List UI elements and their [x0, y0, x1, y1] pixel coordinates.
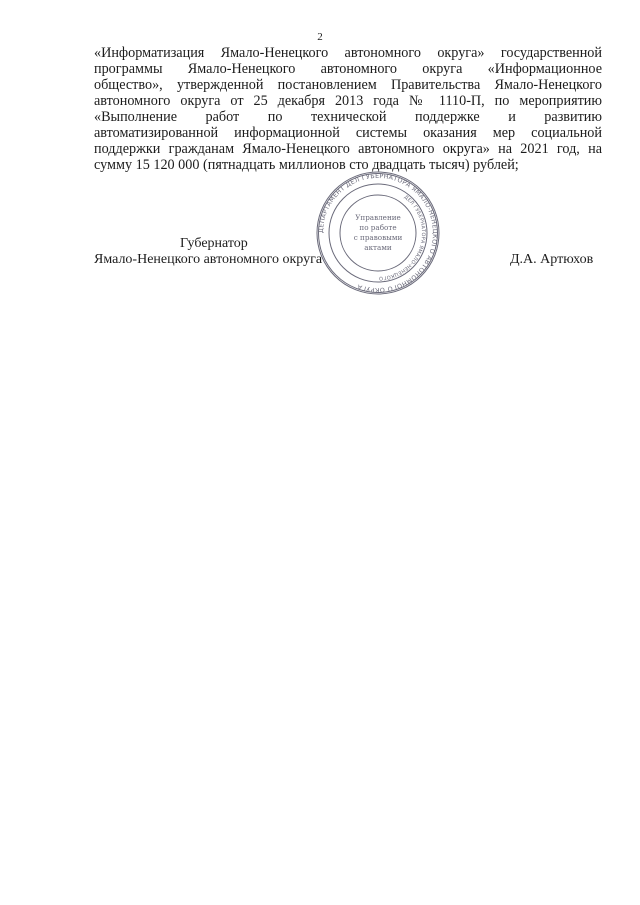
- body-line: автоматизированной информационной системы оказания мер социальной: [94, 125, 602, 141]
- body-line: программы Ямало-Ненецкого автономного округа «Информационное: [94, 61, 602, 77]
- document-body: [94, 45, 602, 173]
- body-line: автономного округа от 25 декабря 2013 года № 1110-П, по мероприятию: [94, 93, 602, 109]
- body-line: поддержки гражданам Ямало-Ненецкого автономного округа» на 2021 год, на: [94, 141, 602, 157]
- body-line: общество», утвержденной постановлением Правительства Ямало-Ненецкого: [94, 77, 602, 93]
- body-line: «Информатизация Ямало-Ненецкого автономного округа» государственной: [94, 45, 602, 61]
- stamp-center-line: Управление: [355, 213, 401, 222]
- signatory-name: Д.А. Артюхов: [510, 252, 594, 267]
- stamp-center-line: по работе: [359, 223, 397, 232]
- official-stamp: [315, 170, 441, 296]
- signatory-title: Губернатор: [180, 236, 248, 251]
- stamp-center-line: с правовыми: [353, 233, 403, 242]
- signatory-organization: Ямало-Ненецкого автономного округа: [94, 252, 323, 267]
- body-line: «Выполнение работ по технической поддержке и развитию: [94, 109, 602, 125]
- stamp-outer-text: ДЕПАРТАМЕНТ ДЕЛ ГУБЕРНАТОРА ЯМАЛО-НЕНЕЦКОГО АВТОНОМНОГО ОКРУГА: [317, 172, 439, 294]
- stamp-inner-text: ДЕЛ ГУБЕРНАТОРА ЯМАЛО-НЕНЕЦКОГО: [378, 194, 427, 282]
- stamp-center-line: актами: [364, 243, 392, 252]
- page-number: 2: [317, 31, 323, 43]
- body-line-last: сумму 15 120 000 (пятнадцать миллионов сто двадцать тысяч) рублей;: [94, 157, 519, 173]
